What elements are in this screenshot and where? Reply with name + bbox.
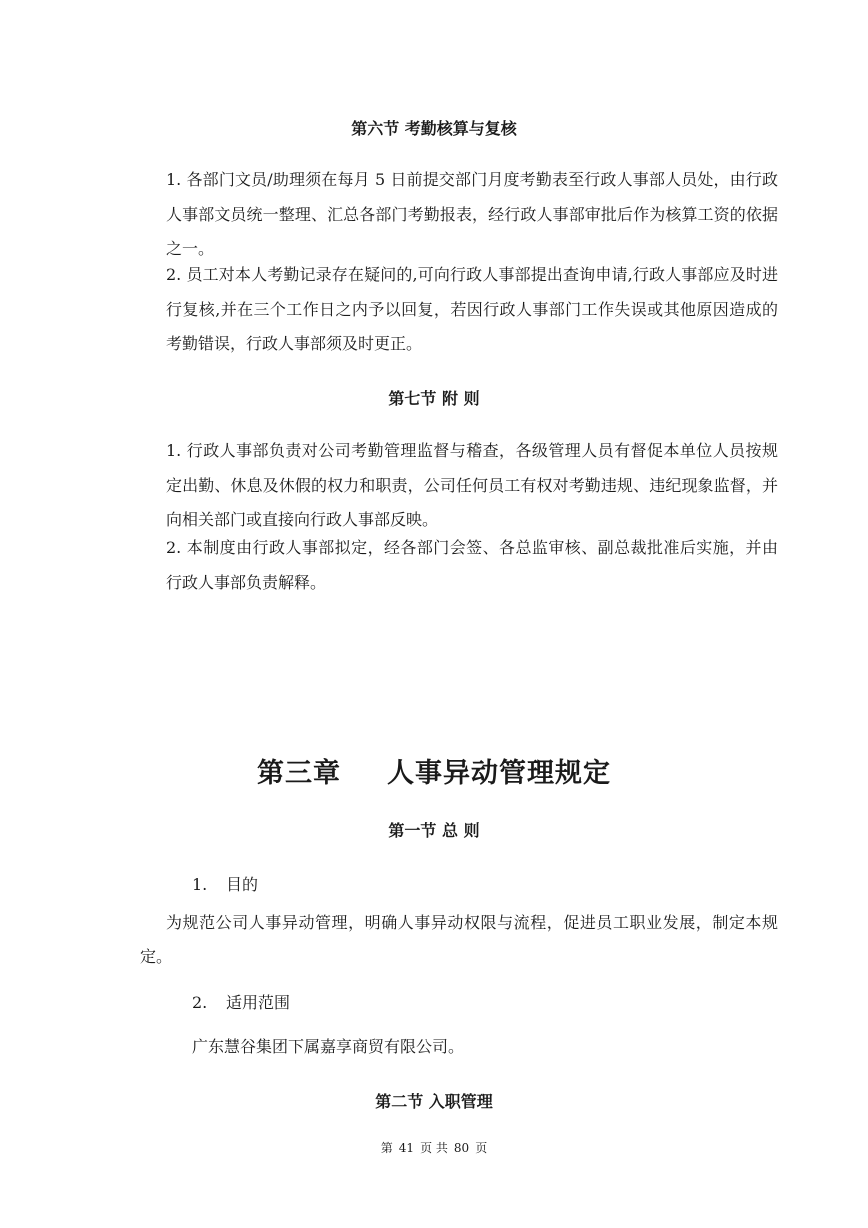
list-item-purpose (192, 872, 258, 895)
section-heading-2: 第二节 入职管理 (375, 1092, 493, 1111)
section-heading-7: 第七节 附 则 (388, 389, 480, 408)
chapter-name: 人事异动管理规定 (387, 758, 611, 789)
item-label: 目的 (226, 875, 259, 894)
item-number: 2. (192, 993, 208, 1012)
paragraph-6-1: 1. 各部门文员/助理须在每月 5 日前提交部门月度考勤表至行政人事部人员处，由行政人事部文员统一整理、汇总各部门考勤报表，经行政人事部审批后作为核算工资的依据之一。 (166, 170, 778, 258)
chapter-number: 第三章 (257, 758, 341, 789)
paragraph-7-2: 2. 本制度由行政人事部拟定，经各部门会签、各总监审核、副总裁批准后实施，并由行政人事部负责解释。 (166, 538, 778, 592)
section-heading-1: 第一节 总 则 (388, 821, 480, 840)
item-number: 1. (192, 875, 208, 894)
section-heading-6: 第六节 考勤核算与复核 (351, 119, 517, 138)
scope-paragraph: 广东慧谷集团下属嘉享商贸有限公司。 (192, 1037, 465, 1056)
paragraph-6-2: 2. 员工对本人考勤记录存在疑问的,可向行政人事部提出查询申请,行政人事部应及时进行复核,并在三个工作日之内予以回复，若因行政人事部门工作失误或其他原因造成的考勤错误，行政人事部须及时更正。 (166, 265, 778, 353)
paragraph-7-1: 1. 行政人事部负责对公司考勤管理监督与稽查，各级管理人员有督促本单位人员按规定出勤、休息及休假的权力和职责，公司任何员工有权对考勤违规、违纪现象监督，并向相关部门或直接向行政人事部反映。 (166, 441, 778, 529)
chapter-title (0, 751, 868, 790)
item-label: 适用范围 (226, 993, 291, 1012)
purpose-paragraph: 为规范公司人事异动管理，明确人事异动权限与流程，促进员工职业发展，制定本规定。 (140, 913, 778, 966)
footer-label-post: 页 (475, 1141, 488, 1155)
page-footer (0, 1139, 868, 1156)
footer-label-pre: 第 (380, 1141, 393, 1155)
footer-label-mid: 页 共 (420, 1141, 448, 1155)
page-total: 80 (453, 1141, 470, 1155)
list-item-scope (192, 990, 290, 1013)
page-current: 41 (398, 1141, 415, 1155)
